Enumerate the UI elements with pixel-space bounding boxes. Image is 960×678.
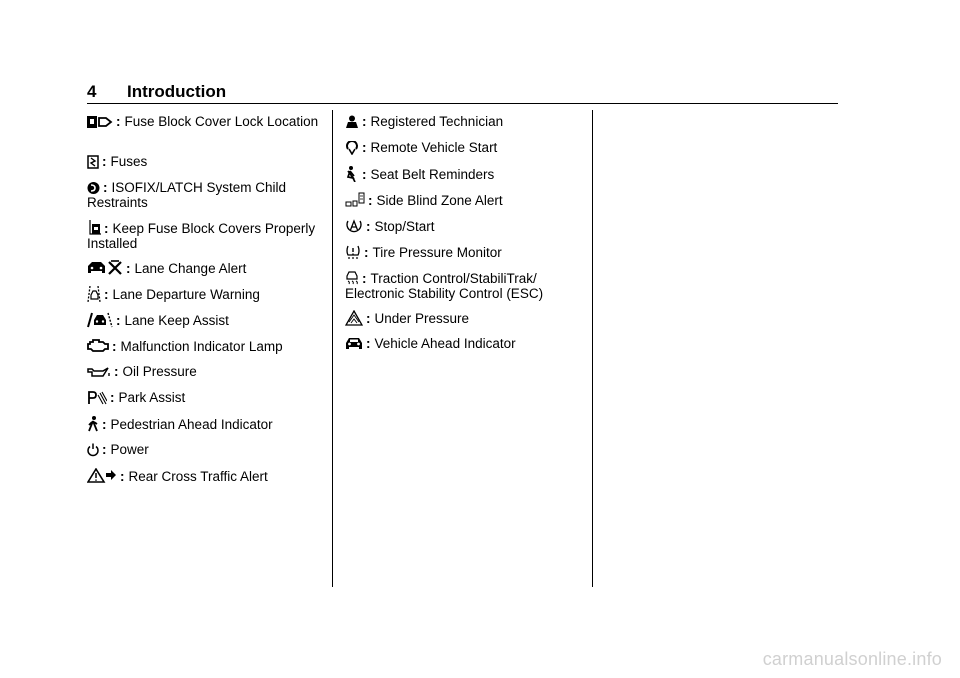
symbol-entry: : Power (87, 442, 319, 457)
symbol-label: Lane Departure Warning (112, 287, 260, 302)
stop-start-icon (345, 218, 363, 234)
symbol-entry: : Remote Vehicle Start (345, 140, 577, 155)
symbol-entry: : Traction Control/StabiliTrak/ Electronic Stability Control (ESC) (345, 271, 544, 301)
watermark: carmanualsonline.info (762, 649, 942, 669)
tire-pressure-icon (345, 244, 361, 260)
lane-keep-assist-icon (87, 312, 113, 328)
symbol-label: Tire Pressure Monitor (372, 245, 502, 260)
symbol-label: Stop/Start (374, 219, 435, 234)
keep-fuse-covers-icon (87, 220, 101, 236)
symbol-entry: : Pedestrian Ahead Indicator (87, 416, 319, 432)
fuses-icon (87, 155, 99, 169)
rear-cross-traffic-icon (87, 468, 117, 484)
lane-change-alert-icon (87, 260, 123, 276)
symbol-entry: : Lane Keep Assist (87, 312, 319, 328)
section-title: Introduction (127, 82, 227, 101)
symbol-label: Park Assist (118, 390, 186, 405)
symbol-entry: : Stop/Start (345, 218, 577, 234)
power-icon (87, 443, 99, 457)
under-pressure-icon (345, 310, 363, 326)
symbol-label: Oil Pressure (122, 364, 197, 379)
vehicle-ahead-icon (345, 337, 363, 351)
fuse-block-cover-lock-icon (87, 115, 113, 129)
park-assist-icon (87, 391, 107, 405)
column-divider-2 (592, 110, 593, 587)
symbol-label: Traction Control/StabiliTrak/ Electronic Stability Control (ESC) (345, 271, 544, 301)
symbol-entry: : Lane Change Alert (87, 260, 319, 276)
pedestrian-icon (87, 416, 99, 432)
oil-pressure-icon (87, 365, 111, 379)
symbol-entry: : ISOFIX/LATCH System Child Restraints (87, 180, 287, 210)
symbol-entry: : Lane Departure Warning (87, 286, 319, 302)
symbol-entry: : Oil Pressure (87, 364, 319, 379)
symbol-label: Under Pressure (374, 311, 470, 326)
symbol-label: Fuses (110, 154, 148, 169)
symbol-entry: : Park Assist (87, 390, 319, 405)
isofix-latch-icon (87, 181, 100, 195)
seat-belt-icon (345, 166, 359, 182)
symbol-label: Vehicle Ahead Indicator (374, 336, 516, 351)
column-divider-1 (332, 110, 333, 587)
symbol-entry: : Tire Pressure Monitor (345, 244, 577, 260)
symbol-label: Seat Belt Reminders (370, 167, 495, 182)
symbol-entry: : Rear Cross Traffic Alert (87, 468, 319, 484)
symbol-label: Remote Vehicle Start (370, 140, 498, 155)
page-number: 4 (87, 82, 97, 101)
symbol-entry: : Fuse Block Cover Lock Location (87, 114, 319, 129)
side-blind-zone-icon (345, 192, 365, 208)
symbol-label: Power (110, 442, 149, 457)
symbol-label: ISOFIX/LATCH System Child Restraints (87, 180, 287, 210)
symbol-label: Fuse Block Cover Lock Location (124, 114, 319, 129)
symbol-entry: : Seat Belt Reminders (345, 166, 577, 182)
symbol-label: Side Blind Zone Alert (376, 193, 503, 208)
symbol-label: Lane Keep Assist (124, 313, 229, 328)
symbol-entry: : Malfunction Indicator Lamp (87, 338, 319, 354)
symbol-entry: : Fuses (87, 154, 319, 169)
symbol-label: Registered Technician (370, 114, 504, 129)
symbol-entry: : Under Pressure (345, 310, 577, 326)
symbol-label: Malfunction Indicator Lamp (120, 339, 283, 354)
symbol-label: Lane Change Alert (134, 261, 247, 276)
remote-start-icon (345, 141, 359, 155)
symbol-entry: : Keep Fuse Block Covers Properly Installed (87, 221, 316, 251)
symbol-entry: : Registered Technician (345, 114, 577, 129)
symbol-label: Keep Fuse Block Covers Properly Installed (87, 221, 316, 251)
symbol-label: Rear Cross Traffic Alert (128, 469, 268, 484)
lane-departure-warning-icon (87, 286, 101, 302)
traction-control-icon (345, 270, 359, 286)
symbol-label: Pedestrian Ahead Indicator (110, 417, 273, 432)
malfunction-indicator-icon (87, 338, 109, 354)
registered-technician-icon (345, 115, 359, 129)
page-header (87, 82, 838, 104)
symbol-entry: : Side Blind Zone Alert (345, 192, 577, 208)
symbol-entry: : Vehicle Ahead Indicator (345, 336, 577, 351)
